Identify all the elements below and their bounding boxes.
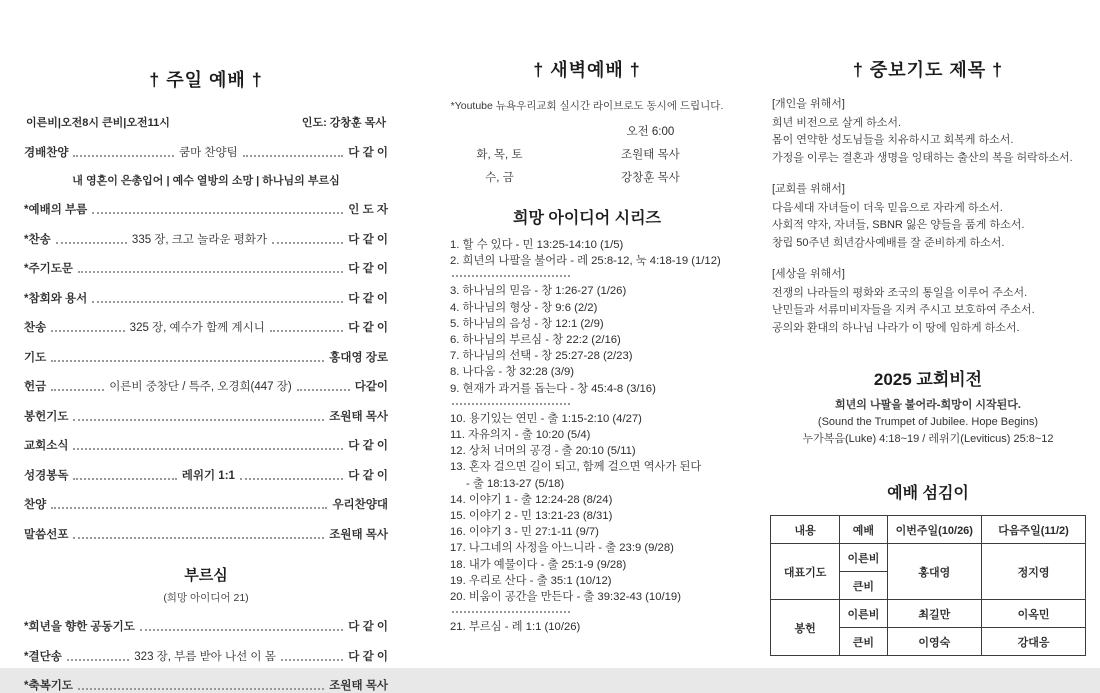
intercession-section [770, 56, 1086, 656]
dotted-leader [92, 301, 343, 303]
series-item: 8. 나다움 - 창 32:28 (3/9) [450, 366, 575, 379]
series-divider [452, 611, 570, 613]
dotted-leader [73, 448, 343, 450]
dotted-leader [140, 629, 343, 631]
series-item: 19. 우리로 산다 - 출 35:1 (10/12) [450, 574, 612, 587]
order-label: *희년을 향한 공동기도 [24, 621, 135, 633]
series-item: 11. 자유의지 - 출 10:20 (5/4) [450, 429, 591, 442]
dotted-leader [243, 155, 344, 157]
series-divider [452, 403, 570, 405]
order-row [24, 201, 388, 217]
series-item: 15. 이야기 2 - 민 13:21-23 (8/31) [450, 510, 613, 523]
series-item [450, 459, 738, 491]
order-by: 인 도 자 [348, 204, 388, 216]
order-label: 기도 [24, 351, 47, 364]
order-detail: 335 장, 크고 놀라운 평화가 [131, 233, 268, 246]
series-item: 3. 하나님의 믿음 - 창 1:26-27 (1/26) [450, 285, 627, 298]
order-row [24, 378, 388, 394]
prayer-line: 가정을 이루는 결혼과 생명을 잉태하는 출산의 복을 허락하소서. [772, 151, 1073, 164]
order-detail: 325 장, 예수가 함께 계시니 [129, 322, 265, 334]
dawn-service-section [436, 56, 738, 635]
dotted-leader [78, 688, 324, 690]
prayer-group-header: [교회를 위해서] [772, 183, 845, 195]
dawn-pastor: 조원태 목사 [621, 149, 680, 161]
church-vision-section [770, 365, 1086, 448]
cell-service: 이른비 [840, 600, 887, 628]
order-by: 다 같 이 [348, 263, 388, 275]
series-item: 18. 내가 예물이다 - 출 25:1-9 (9/28) [450, 558, 627, 571]
order-by: 다 같 이 [348, 322, 388, 334]
cell-service: 이른비 [840, 544, 887, 572]
order-by: 홍대영 장로 [329, 351, 388, 364]
order-by: 다 같 이 [348, 650, 389, 663]
order-label: 찬양 [24, 499, 47, 511]
dotted-leader [272, 242, 343, 244]
table-row [771, 544, 1086, 572]
series-item-line2: - 출 18:13-27 (5/18) [466, 477, 565, 490]
col-header-next-week: 다음주일(11/2) [982, 516, 1086, 544]
series-item: 20. 비움이 공간을 만든다 - 출 39:32-43 (10/19) [450, 591, 681, 604]
empty-cell [436, 123, 563, 139]
order-row [24, 677, 388, 693]
order-by: 다같이 [354, 381, 389, 393]
cell-service: 큰비 [840, 628, 887, 656]
order-row [24, 437, 388, 453]
cell-next-week: 강대응 [982, 628, 1086, 656]
series-item-line1: 13. 혼자 걸으면 길이 되고, 함께 걸으면 역사가 된다 [450, 461, 702, 474]
order-by: 다 같 이 [348, 146, 388, 159]
order-by: 다 같 이 [348, 440, 388, 452]
order-label: *찬송 [24, 233, 51, 246]
series-item: 21. 부르심 - 레 1:1 (10/26) [450, 621, 581, 634]
servers-table [770, 515, 1086, 656]
series-item: 9. 현재가 과거를 돕는다 - 창 45:4-8 (3/16) [450, 382, 656, 395]
order-detail: 이른비 중창단 / 특주, 오경희(447 장) [109, 381, 292, 393]
order-label: 찬송 [24, 322, 47, 334]
order-by: 우리찬양대 [332, 499, 388, 511]
prayer-line: 공의와 환대의 하나님 나라가 이 땅에 임하게 하소서. [772, 321, 1020, 334]
order-by: 조원태 목사 [329, 528, 388, 541]
order-label: 봉헌기도 [24, 410, 69, 423]
dotted-leader [270, 330, 343, 332]
order-detail: 323 장, 부름 받아 나선 이 몸 [134, 650, 276, 663]
intercession-title: † 중보기도 제목 † [852, 60, 1004, 80]
hope-series-list [436, 237, 738, 635]
praise-song-list: 내 영혼이 은총입어 | 예수 열방의 소망 | 하나님의 부르심 [72, 174, 340, 187]
prayer-group-church [770, 181, 1086, 252]
order-by: 다 같 이 [348, 469, 388, 482]
dawn-service-title: † 새벽예배 † [533, 60, 641, 80]
dotted-leader [281, 659, 343, 661]
dotted-leader [73, 155, 174, 157]
sunday-worship-title: † 주일 예배 † [149, 70, 263, 90]
order-row [24, 526, 388, 542]
series-item: 5. 하나님의 음성 - 창 12:1 (2/9) [450, 317, 604, 330]
cell-next-week: 정지영 [982, 544, 1086, 600]
series-item: 4. 하나님의 형상 - 창 9:6 (2/2) [450, 301, 598, 314]
hope-series-title: 희망 아이디어 시리즈 [513, 210, 661, 227]
prayer-line: 창립 50주년 희년감사예배를 잘 준비하게 하소서. [772, 236, 1005, 249]
dotted-leader [51, 507, 327, 509]
series-divider [452, 275, 570, 277]
order-label: *결단송 [24, 650, 62, 663]
prayer-line: 다음세대 자녀들이 더욱 믿음으로 자라게 하소서. [772, 201, 1003, 214]
col-header-service: 예배 [840, 516, 887, 544]
cell-next-week: 이옥민 [982, 600, 1086, 628]
order-row [24, 144, 388, 160]
vision-slogan-korean: 희년의 나팔을 불어라-희망이 시작된다. [835, 399, 1021, 411]
cell-this-week: 최길만 [887, 600, 982, 628]
order-by: 다 같 이 [348, 621, 388, 633]
series-item: 14. 이야기 1 - 출 12:24-28 (8/24) [450, 493, 613, 506]
dotted-leader [67, 659, 129, 661]
servers-table-title: 예배 섬김이 [887, 485, 969, 502]
cell-category: 대표기도 [771, 544, 840, 600]
dawn-time: 오전 6:00 [626, 126, 675, 138]
order-row [24, 467, 388, 483]
service-times-row [24, 114, 388, 130]
prayer-group-header: [개인을 위해서] [772, 98, 845, 110]
dawn-days: 화, 목, 토 [476, 149, 523, 161]
dotted-leader [51, 330, 124, 332]
order-by: 다 같 이 [348, 233, 389, 246]
cell-service: 큰비 [840, 572, 887, 600]
prayer-group-personal [770, 96, 1086, 167]
cell-this-week: 홍대영 [887, 544, 982, 600]
dotted-leader [73, 537, 324, 539]
service-leader: 인도: 강창훈 목사 [301, 117, 386, 129]
order-row [24, 496, 388, 512]
sunday-worship-section [24, 56, 388, 693]
order-label: *참회와 용서 [24, 292, 88, 305]
order-label: *예배의 부름 [24, 204, 88, 216]
prayer-line: 사회적 약자, 자녀들, SBNR 잃은 양들을 품게 하소서. [772, 219, 1025, 231]
order-detail: 쿰마 찬양팀 [178, 146, 238, 159]
dotted-leader [78, 271, 343, 273]
prayer-line: 희년 비전으로 살게 하소서. [772, 116, 902, 129]
order-by: 다 같 이 [348, 292, 388, 305]
prayer-line: 난민들과 서류미비자들을 지켜 주시고 보호하여 주소서. [772, 304, 1035, 316]
order-row [24, 231, 388, 247]
series-item: 16. 이야기 3 - 민 27:1-11 (9/7) [450, 526, 599, 539]
prayer-line: 몸이 연약한 성도님들을 치유하시고 회복케 하소서. [772, 134, 1014, 146]
dotted-leader [56, 242, 127, 244]
dotted-leader [73, 419, 324, 421]
youtube-live-note: *Youtube 뉴욕우리교회 실시간 라이브로도 동시에 드립니다. [450, 100, 724, 112]
order-row [24, 260, 388, 276]
dawn-pastor: 강창훈 목사 [621, 172, 680, 184]
order-by: 조원태 목사 [329, 680, 388, 692]
col-header-content: 내용 [771, 516, 840, 544]
order-row [24, 408, 388, 424]
order-label: 말씀선포 [24, 528, 69, 541]
order-row [24, 648, 388, 664]
series-item: 1. 할 수 있다 - 민 13:25-14:10 (1/5) [450, 239, 624, 251]
dawn-days: 수, 금 [485, 172, 514, 184]
prayer-group-header: [세상을 위해서] [772, 268, 845, 280]
vision-slogan-english: (Sound the Trumpet of Jubilee. Hope Begins) [817, 416, 1039, 428]
order-label: *주기도문 [24, 263, 73, 275]
prayer-line: 전쟁의 나라들의 평화와 조국의 통일을 이루어 주소서. [772, 286, 1028, 299]
cell-this-week: 이영숙 [887, 628, 982, 656]
scripture-reference: 레위기 1:1 [181, 469, 235, 482]
order-label: 교회소식 [24, 440, 69, 452]
table-row [771, 600, 1086, 628]
dotted-leader [240, 478, 343, 480]
series-item: 2. 희년의 나팔을 불어라 - 레 25:8-12, 눅 4:18-19 (1/12) [450, 255, 721, 268]
cell-category: 봉헌 [771, 600, 840, 656]
calling-section-title: 부르심 [184, 566, 228, 584]
order-row [24, 618, 388, 634]
order-label: 성경봉독 [24, 469, 69, 482]
service-times: 이른비|오전8시 큰비|오전11시 [26, 117, 170, 129]
order-label: *축복기도 [24, 680, 73, 692]
calling-section-subtitle: (희망 아이디어 21) [163, 591, 249, 604]
dawn-schedule [436, 123, 738, 185]
series-item: 12. 상처 너머의 공경 - 출 20:10 (5/11) [450, 445, 636, 458]
dotted-leader [297, 389, 350, 391]
order-by: 조원태 목사 [329, 410, 388, 423]
order-label: 경배찬양 [24, 146, 69, 159]
dotted-leader [73, 478, 176, 480]
dotted-leader [51, 389, 104, 391]
order-row [24, 319, 388, 335]
dotted-leader [51, 360, 324, 362]
series-item: 17. 나그네의 사정을 아느니라 - 출 23:9 (9/28) [450, 542, 674, 555]
table-header-row [771, 516, 1086, 544]
series-item: 10. 용기있는 연민 - 출 1:15-2:10 (4/27) [450, 412, 642, 425]
prayer-group-world [770, 266, 1086, 337]
vision-scripture: 누가복음(Luke) 4:18~19 / 레위기(Leviticus) 25:8~12 [802, 433, 1054, 445]
order-label: 헌금 [24, 381, 47, 393]
order-row [24, 290, 388, 306]
church-vision-title: 2025 교회비전 [873, 370, 983, 389]
col-header-this-week: 이번주일(10/26) [887, 516, 982, 544]
series-item: 6. 하나님의 부르심 - 창 22:2 (2/16) [450, 334, 621, 347]
order-row [24, 349, 388, 365]
dotted-leader [92, 212, 343, 214]
series-item: 7. 하나님의 선택 - 창 25:27-28 (2/23) [450, 350, 633, 363]
